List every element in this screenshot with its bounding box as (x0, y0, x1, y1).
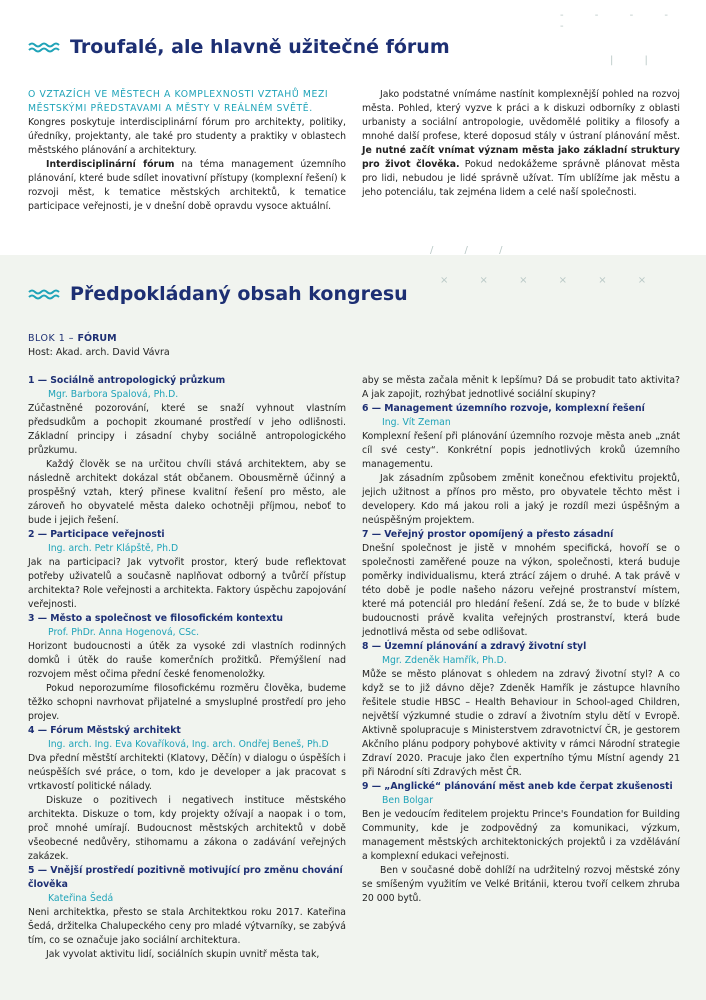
program-item (362, 640, 680, 780)
item-title: 1 — Sociálně antropologický průzkum (28, 375, 226, 386)
program-item (362, 402, 680, 528)
block-label: BLOK 1 – (28, 333, 78, 344)
block-header (28, 332, 170, 360)
item-speaker: Kateřina Šedá (48, 893, 114, 904)
program-item (28, 864, 346, 962)
paragraph-text: Pokud nedokážeme správně plánovat města pro lidi, nebudou je lidé správně užívat. Tím ublížíme jak městu a jeho potenciálu, tak zejména lidem a celé naší společnosti. (362, 159, 680, 198)
wave-icon (28, 288, 60, 300)
item-title: 4 — Fórum Městský architekt (28, 725, 181, 736)
paragraph: Může se město plánovat s ohledem na zdravý životní styl? A co když se to již dávno děje? Zdeněk Hamřík je zástupce hlavního řešitele studie HBSC – Health Behaviour in School-aged Children, největší výzkumné studie o zdraví a životním stylu dětí v Evropě. Aktivně spolupracuje s Ministerstvem zdravotnictví ČR, je gestorem Akčního plánu podpory pohybové aktivity v rámci Národní strategie Zdraví 2020. Pracuje jako člen expertního týmu Místní agendy 21 při Národní síti Zdravých měst ČR. (362, 669, 680, 778)
program-column-right (362, 374, 680, 906)
paragraph-text: Jako podstatné vnímáme nastínit komplexnější pohled na rozvoj města. Pohled, který vyzve k práci a k diskuzi odborníky z oblasti urbanisty a sociální antropologie, uvědomělé politiky a filosofy a mnohé další profese, které doposud stály v ústraní plánování měst. (362, 89, 680, 142)
paragraph: Jak zásadním způsobem změnit konečnou efektivitu projektů, jejich užitnost a přínos pro město, pro obyvatele těchto měst i developery. Kdo má jakou roli a jaký je rozdíl mezi úspěšným a neúspěšným projektem. (362, 473, 680, 526)
item-title: 9 — „Anglické“ plánování měst aneb kde čerpat zkušenosti (362, 781, 673, 792)
item-title: 7 — Veřejný prostor opomíjený a přesto zásadní (362, 529, 614, 540)
section2-heading: Předpokládaný obsah kongresu (70, 283, 408, 305)
paragraph: Pokud neporozumíme filosofickému rozměru člověka, budeme těžko schopni navrhovat přijatelné a smysluplné prostředí pro jeho projev. (28, 683, 346, 722)
paragraph: Jak vyvolat aktivitu lidí, sociálních skupin uvnitř města tak, (46, 949, 320, 960)
item-title: 3 — Město a společnost ve filosofickém kontextu (28, 613, 284, 624)
block-name: FÓRUM (77, 333, 117, 344)
section1-heading: Troufalé, ale hlavně užitečné fórum (70, 36, 450, 58)
decoration-dashes: - - - - - (560, 10, 682, 32)
section1-column-right (362, 88, 680, 200)
paragraph: Komplexní řešení při plánování územního rozvoje města aneb „znát cíl své cesty“. Konkrétní popis jednotlivých kroků územního managementu. (362, 431, 680, 470)
bold-text: Interdisciplinární fórum (46, 159, 175, 170)
item-speaker: Ing. arch. Ing. Eva Kovaříková, Ing. arch. Ondřej Beneš, Ph.D (48, 739, 329, 750)
paragraph: Zúčastněné pozorování, které se snaží vyhnout vlastním předsudkům a pochopit zkoumané prostředí v jeho odlišnosti. Základní principy i zásadní chyby sociálně antropologického průzkumu. (28, 403, 346, 456)
section1-column-left (28, 88, 346, 214)
program-item (28, 612, 346, 724)
item-speaker: Prof. PhDr. Anna Hogenová, CSc. (48, 627, 200, 638)
item-speaker: Mgr. Zdeněk Hamřík, Ph.D. (382, 655, 507, 666)
top-section (0, 0, 706, 255)
program-item (362, 780, 680, 906)
paragraph: Neni architektka, přesto se stala Architektkou roku 2017. Kateřina Šedá, držitelka Chalupeckého ceny pro mladé výtvarníky, se zabývá tím, co se označuje jako sociální architektura. (28, 907, 346, 946)
item-speaker: Mgr. Barbora Spalová, Ph.D. (48, 389, 179, 400)
section2-heading-row (28, 283, 408, 305)
program-item (28, 528, 346, 612)
paragraph (28, 158, 346, 214)
item-title: 5 — Vnější prostředí pozitivně motivující pro změnu chování člověka (28, 865, 343, 890)
paragraph: Ben v současné době dohlíží na udržitelný rozvoj městské zóny se smíšeným využitím ve Velké Británii, kterou tvoří celkem zhruba 20 000 bytů. (362, 865, 680, 904)
paragraph: aby se města začala měnit k lepšímu? Dá se probudit tato aktivita? A jak zapojit, rozhýbat jednotlivé sociální skupiny? (362, 375, 680, 400)
program-item (362, 374, 680, 402)
paragraph: Horizont budoucnosti a útěk za vysoké zdi vlastních rodinných domků i útěk do rauše komerčních prožitků. Přemýšlení nad rozvojem měst očima přední české fenomenoložky. (28, 641, 346, 680)
item-title: 6 — Management územního rozvoje, komplexní řešení (362, 403, 645, 414)
program-column-left (28, 374, 346, 962)
item-title: 8 — Územní plánování a zdravý životní styl (362, 641, 587, 652)
wave-icon (28, 41, 60, 53)
item-title: 2 — Participace veřejnosti (28, 529, 165, 540)
program-item (28, 374, 346, 528)
bold-text: Je nutné začít vnímat význam města jako základní struktury pro život člověka. (362, 145, 680, 170)
paragraph-text: na téma management územního plánování, které bude sdílet inovativní přístupy (komplexní řešení) k rozvoji měst, k tematice městských architektů, k tematice participace veřejnosti, je v dnešní době opravdu vysoce aktuální. (28, 159, 346, 212)
item-speaker: Ing. Vít Zeman (382, 417, 451, 428)
paragraph: Jak na participaci? Jak vytvořit prostor, který bude reflektovat potřeby uživatelů a současně naplňovat odborný a tvůrčí přístup architekta? Role veřejnosti a architekta. Faktory úspěchu zapojování veřejnosti. (28, 557, 346, 610)
decoration-dashes: | | (610, 55, 662, 66)
paragraph: Každý člověk se na určitou chvíli stává architektem, aby se následně architekt dokázal stát občanem. Obousměrně účinný a prospěšný vztah, který přinese kvalitní řešení pro město, ale zároveň ho obyvatelé města daleko ochotněji příjmou, neboť to bude i jejich řešení. (28, 459, 346, 526)
paragraph: Dva přední městští architekti (Klatovy, Děčín) v dialogu o úspěších i neúspěších své práce, o tom, kdo je developer a jak pracovat s vrtkavostí politické nálady. (28, 753, 346, 792)
program-item (362, 528, 680, 640)
lead-text: O VZTAZÍCH VE MĚSTECH A KOMPLEXNOSTI VZTAHŮ MEZI MĚSTSKÝMI PŘEDSTAVAMI A MĚSTY V REÁLNÉM SVĚTĚ. (28, 89, 329, 114)
paragraph: Kongres poskytuje interdisciplinární fórum pro architekty, politiky, úředníky, projektanty, ale také pro studenty a praktiky v oblastech městského plánování a architektury. (28, 117, 346, 156)
item-speaker: Ing. arch. Petr Klápště, Ph.D (48, 543, 179, 554)
host-text: Host: Akad. arch. David Vávra (28, 347, 170, 358)
item-speaker: Ben Bolgar (382, 795, 434, 806)
paragraph: Ben je vedoucím ředitelem projektu Prince's Foundation for Building Community, kde je zodpovědný za komunikaci, výzkum, management městských architektonických projektů i za vzdělávání a komplexní edukaci veřejnosti. (362, 809, 680, 862)
section1-heading-row (28, 36, 450, 58)
decoration-dashes: / / / (430, 245, 517, 256)
decoration-crosses: × × × × × × (440, 275, 661, 286)
paragraph: Diskuze o pozitivech i negativech instituce městského architekta. Diskuze o tom, kdy projekty ožívají a naopak i o tom, proč mnohé umírají. Budoucnost městských architektů v době všeobecné nedůvěry, stihomamu a zákona o zadávání veřejných zakázek. (28, 795, 346, 862)
program-item (28, 724, 346, 864)
paragraph: Dnešní společnost je jistě v mnohém specifická, hovoří se o společnosti zaměřené pouze na výkon, společnosti, která buduje poměrky individualismu, která ztrácí zájem o druhé. A tak právě v této době je podle našeho názoru veřejné prostranství místem, které má potenciál pro hledání řešení. Zdá se, že to bude v blízké budoucnosti právě kvalita veřejných prostranství, která bude jednotlivá města od sebe odlišovat. (362, 543, 680, 638)
paragraph (362, 88, 680, 200)
